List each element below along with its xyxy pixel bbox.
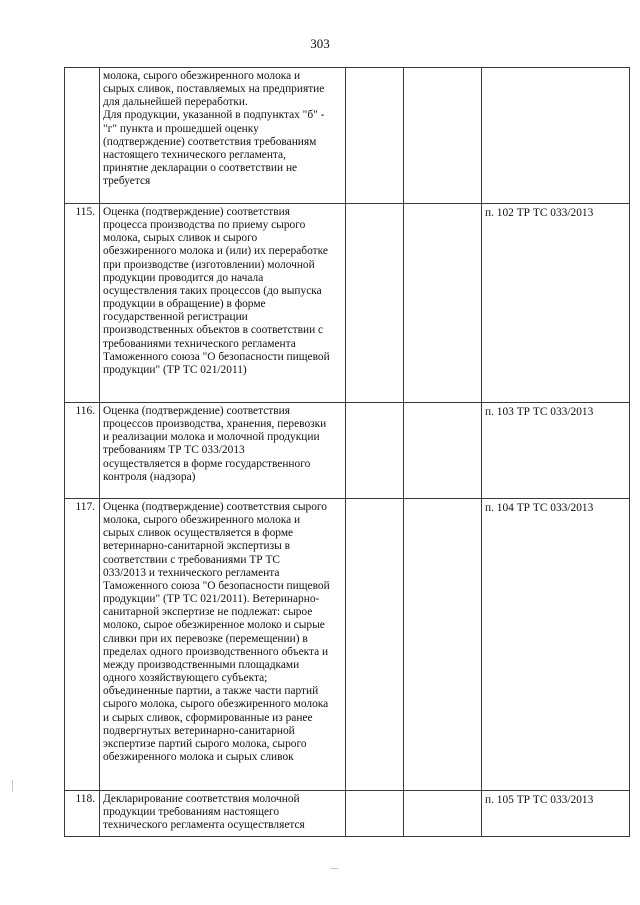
- text-line: продукции проводится до начала: [103, 271, 264, 284]
- row-number: 117.: [65, 499, 100, 791]
- text-line: молоко, сырое обезжиренное молоко и сырые: [103, 619, 325, 632]
- text-line: требованиям ТР ТС 033/2013: [103, 444, 245, 457]
- text-line: молока, сырых сливок и сырого: [103, 232, 258, 245]
- text-line: 033/2013 и технического регламента: [103, 566, 280, 579]
- text-line: молока, сырого обезжиренного молока и: [103, 70, 301, 82]
- row-text: [100, 68, 346, 204]
- empty-cell: [404, 403, 482, 499]
- text-line: продукции требованиям настоящего: [103, 806, 280, 819]
- empty-cell: [346, 68, 404, 204]
- regulation-table: [64, 67, 630, 837]
- empty-cell: [346, 499, 404, 791]
- text-line: производственных объектов в соответствии с: [103, 324, 324, 337]
- text-line: молока, сырого обезжиренного молока и: [103, 514, 301, 527]
- row-text: [100, 204, 346, 403]
- empty-cell: [346, 403, 404, 499]
- text-line: (подтверждение) соответствия требованиям: [103, 135, 317, 148]
- scan-margin-mark: [12, 780, 13, 792]
- empty-cell: [404, 204, 482, 403]
- text-line: Таможенного союза "О безопасности пищевой: [103, 350, 330, 363]
- text-line: требуется: [103, 175, 151, 188]
- text-line: обезжиренного молока и (или) их переработке: [103, 245, 328, 258]
- text-line: продукции в обращение) в форме: [103, 298, 266, 311]
- table-row-117: [65, 499, 630, 791]
- text-line: экспертизе партий сырого молока, сырого: [103, 737, 307, 750]
- text-line: сырого молока, сырого обезжиренного молока: [103, 698, 329, 711]
- row-text: [100, 791, 346, 837]
- text-line: технического регламента осуществляется: [103, 819, 305, 832]
- empty-cell: [404, 68, 482, 204]
- text-line: настоящего технического регламента,: [103, 148, 286, 161]
- text-line: Декларирование соответствия молочной: [103, 793, 300, 805]
- text-line: контроля (надзора): [103, 470, 196, 483]
- text-line: ветеринарно-санитарной экспертизы в: [103, 540, 291, 553]
- text-line: сливки при их перевозке (перемещении) в: [103, 632, 308, 645]
- empty-cell: [404, 499, 482, 791]
- text-line: требованиями технического регламента: [103, 337, 296, 350]
- text-line: пределах одного производственного объекта и: [103, 645, 329, 658]
- row-number: 118.: [65, 791, 100, 837]
- text-line: Оценка (подтверждение) соответствия: [103, 206, 290, 218]
- empty-cell: [346, 204, 404, 403]
- text-line: сырых сливок осуществляется в форме: [103, 527, 294, 540]
- row-text: [100, 403, 346, 499]
- text-line: принятие декларации о соответствии не: [103, 162, 298, 175]
- text-line: при производстве (изготовлении) молочной: [103, 258, 315, 271]
- text-line: Для продукции, указанной в подпунктах "б" -: [103, 109, 325, 122]
- text-line: Оценка (подтверждение) соответствия: [103, 405, 290, 417]
- text-line: санитарной экспертизе не подлежат: сырое: [103, 606, 313, 619]
- scan-footer-mark: [330, 868, 338, 869]
- text-line: и реализации молока и молочной продукции: [103, 431, 320, 444]
- row-number: 115.: [65, 204, 100, 403]
- text-line: процесса производства по приему сырого: [103, 219, 306, 232]
- text-line: продукции" (ТР ТС 021/2011). Ветеринарно-: [103, 593, 320, 606]
- text-line: одного хозяйствующего субъекта;: [103, 672, 268, 685]
- text-line: и сырых сливок, сформированные из ранее: [103, 711, 313, 724]
- text-line: для дальнейшей переработки.: [103, 96, 248, 109]
- table-row-continuation: [65, 68, 630, 204]
- text-line: продукции" (ТР ТС 021/2011): [103, 363, 247, 376]
- text-line: обезжиренного молока и сырых сливок: [103, 750, 294, 763]
- text-line: осуществляется в форме государственного: [103, 457, 311, 470]
- row-reference: п. 102 ТР ТС 033/2013: [482, 204, 630, 403]
- text-line: государственной регистрации: [103, 311, 248, 324]
- row-reference: [482, 68, 630, 204]
- row-reference: п. 104 ТР ТС 033/2013: [482, 499, 630, 791]
- row-number: [65, 68, 100, 204]
- row-number: 116.: [65, 403, 100, 499]
- text-line: соответствии с требованиями ТР ТС: [103, 553, 281, 566]
- row-reference: п. 105 ТР ТС 033/2013: [482, 791, 630, 837]
- page-number: 303: [310, 36, 330, 51]
- text-line: процессов производства, хранения, перевозки: [103, 418, 327, 431]
- text-line: между производственными площадками: [103, 658, 300, 671]
- table-row-115: [65, 204, 630, 403]
- text-line: сырых сливок, поставляемых на предприятие: [103, 83, 325, 96]
- text-line: Таможенного союза "О безопасности пищевой: [103, 579, 330, 592]
- table-row-118: [65, 791, 630, 837]
- row-text: [100, 499, 346, 791]
- text-line: Оценка (подтверждение) соответствия сырого: [103, 501, 327, 513]
- empty-cell: [346, 791, 404, 837]
- table-row-116: [65, 403, 630, 499]
- text-line: подвергнутых ветеринарно-санитарной: [103, 724, 295, 737]
- text-line: объединенные партии, а также части партий: [103, 685, 319, 698]
- text-line: "г" пункта и прошедшей оценку: [103, 122, 259, 135]
- row-reference: п. 103 ТР ТС 033/2013: [482, 403, 630, 499]
- text-line: осуществления таких процессов (до выпуска: [103, 284, 322, 297]
- empty-cell: [404, 791, 482, 837]
